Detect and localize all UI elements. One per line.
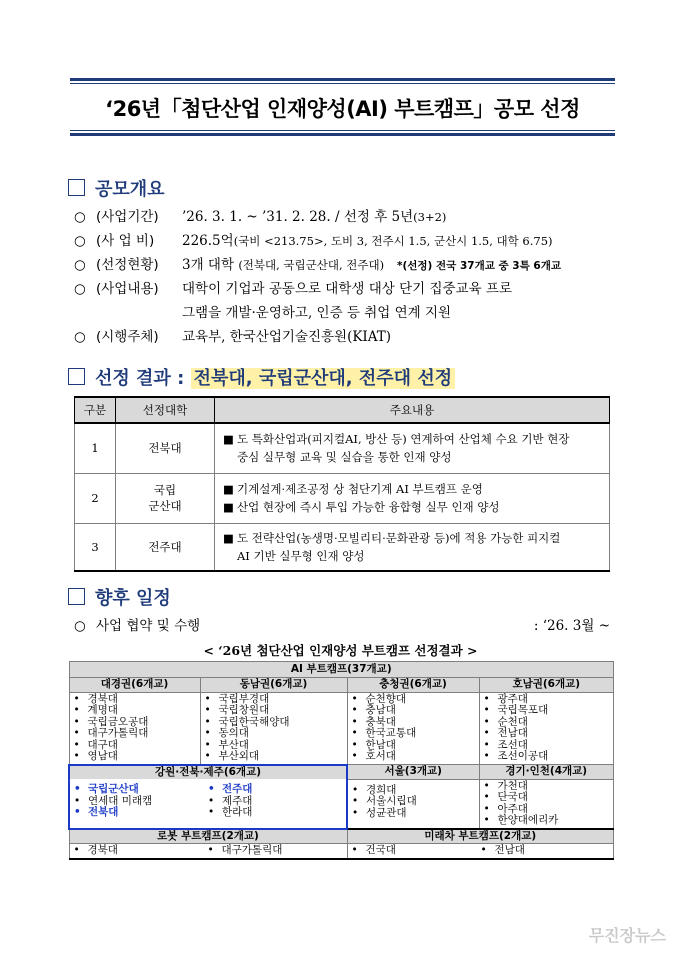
list-mobility: • 건국대 • 전남대: [347, 844, 614, 859]
mobility-bootcamp-header: 미래차 부트캠프(2개교): [347, 829, 614, 844]
row-content-cont: 그램을 개발·운영하고, 인증 등 취업 연계 지원: [182, 305, 452, 321]
bootcamp-result-table: AI 부트캠프(37개교) 대경권(6개교) 동남권(6개교) 충청권(6개교) 호남권(6개교) • 경북대 • 계명대 • 국립금오공대 • 대구가톨릭대 • 대구대 • 영남대 • 국립부경대 • 국립창원대 • 국립한국해양대 • 동의대 • 부산대 • 부산외대 • 순천향대 • 충남대 • 충북대 • 한국교통대 • 한남대 • 호서대 • 광주대 • 국립목포대 • 순천대 • 전남대 • 조선대 • 조선이공대 강원·전북·제주(6개교) 서울(3개교) 경기·인천(4개교) • 국립군산대 • 연세대 미래캠 • 전북대 • 전주대 • 제주대 • 한라대 • 경희대 • 서울시립대 • 성균관대 • 가천대 • 단국대 • 아주대 • 한양대에리카 로봇 부트캠프(2개교) 미래차 부트캠프(2개교) • 경북대 • 대구가톨릭대 • 건국대 • 전남대: [68, 661, 614, 860]
col-header-content: 주요내용: [215, 397, 610, 423]
ai-bootcamp-header: AI 부트캠프(37개교): [69, 662, 614, 678]
result-highlight: 전북대, 국립군산대, 전주대 선정: [191, 368, 456, 389]
square-bullet-icon: [68, 588, 85, 605]
square-bullet-icon: [68, 368, 85, 385]
col-header-univ: 선정대학: [116, 397, 215, 423]
row-period: ○ (사업기간) ’26. 3. 1. ~ ’31. 2. 28. / 선정 후 5년(3+2): [74, 209, 447, 225]
schedule-row: ○ 사업 협약 및 수행 : ‘26. 3월 ~: [74, 618, 610, 634]
list-robot: • 경북대 • 대구가톨릭대: [69, 844, 347, 859]
list-daegyeong: • 경북대 • 계명대 • 국립금오공대 • 대구가톨릭대 • 대구대 • 영남대: [69, 692, 200, 765]
col-header-no: 구분: [75, 397, 116, 423]
page-title: ‘26년「첨단산업 인재양성(AI) 부트캠프」공모 선정: [105, 97, 580, 121]
section-result-heading: 선정 결과 : 전북대, 국립군산대, 전주대 선정: [68, 364, 455, 390]
result-caption: < ‘26년 첨단산업 인재양성 부트캠프 선정결과 >: [203, 643, 478, 658]
list-honam: • 광주대 • 국립목포대 • 순천대 • 전남대 • 조선대 • 조선이공대: [479, 692, 614, 765]
list-dongnam: • 국립부경대 • 국립창원대 • 국립한국해양대 • 동의대 • 부산대 • 부산외대: [200, 692, 347, 765]
section-overview-heading: 공모개요: [68, 175, 165, 201]
table-row: 2 국립 군산대 ■ 기계설계·제조공정 상 첨단기계 AI 부트캠프 운영 ■ 산업 현장에 즉시 투입 가능한 융합형 실무 인재 양성: [75, 473, 610, 523]
region-gangwon-jeonbuk-jeju: 강원·전북·제주(6개교): [69, 765, 347, 780]
robot-bootcamp-header: 로봇 부트캠프(2개교): [69, 829, 347, 844]
list-gangwon-jeonbuk-jeju: • 국립군산대 • 연세대 미래캠 • 전북대 • 전주대 • 제주대 • 한라대: [69, 779, 347, 829]
title-banner: [70, 78, 615, 136]
table-row: 3 전주대 ■ 도 전략산업(농생명·모빌리티·문화관광 등)에 적용 가능한 피지컬 AI 기반 실무형 인재 양성: [75, 523, 610, 571]
row-budget: ○ (사 업 비) 226.5억(국비 <213.75>, 도비 3, 전주시 1.5, 군산시 1.5, 대학 6.75): [74, 233, 553, 249]
square-bullet-icon: [68, 179, 85, 196]
row-status: ○ (선정현황) 3개 대학 (전북대, 국립군산대, 전주대) *(선정) 전국 37개교 중 3특 6개교: [74, 257, 562, 273]
result-table: [74, 396, 610, 572]
row-content: ○ (사업내용) 대학이 기업과 공동으로 대학생 대상 단기 집중교육 프로: [74, 281, 512, 297]
row-agency: ○ (시행주체) 교육부, 한국산업기술진흥원(KIAT): [74, 329, 392, 345]
list-gyeonggi: • 가천대 • 단국대 • 아주대 • 한양대에리카: [479, 779, 614, 829]
list-seoul: • 경희대 • 서울시립대 • 성균관대: [347, 779, 479, 829]
table-row: 1 전북대 ■ 도 특화산업과(피지컬AI, 방산 등) 연계하여 산업체 수요 기반 현장 중심 실무형 교육 및 실습을 통한 인재 양성: [75, 423, 610, 473]
list-chungcheong: • 순천향대 • 충남대 • 충북대 • 한국교통대 • 한남대 • 호서대: [347, 692, 479, 765]
section-schedule-heading: 향후 일정: [68, 584, 171, 610]
watermark-logo: 무진장뉴스: [588, 926, 666, 945]
